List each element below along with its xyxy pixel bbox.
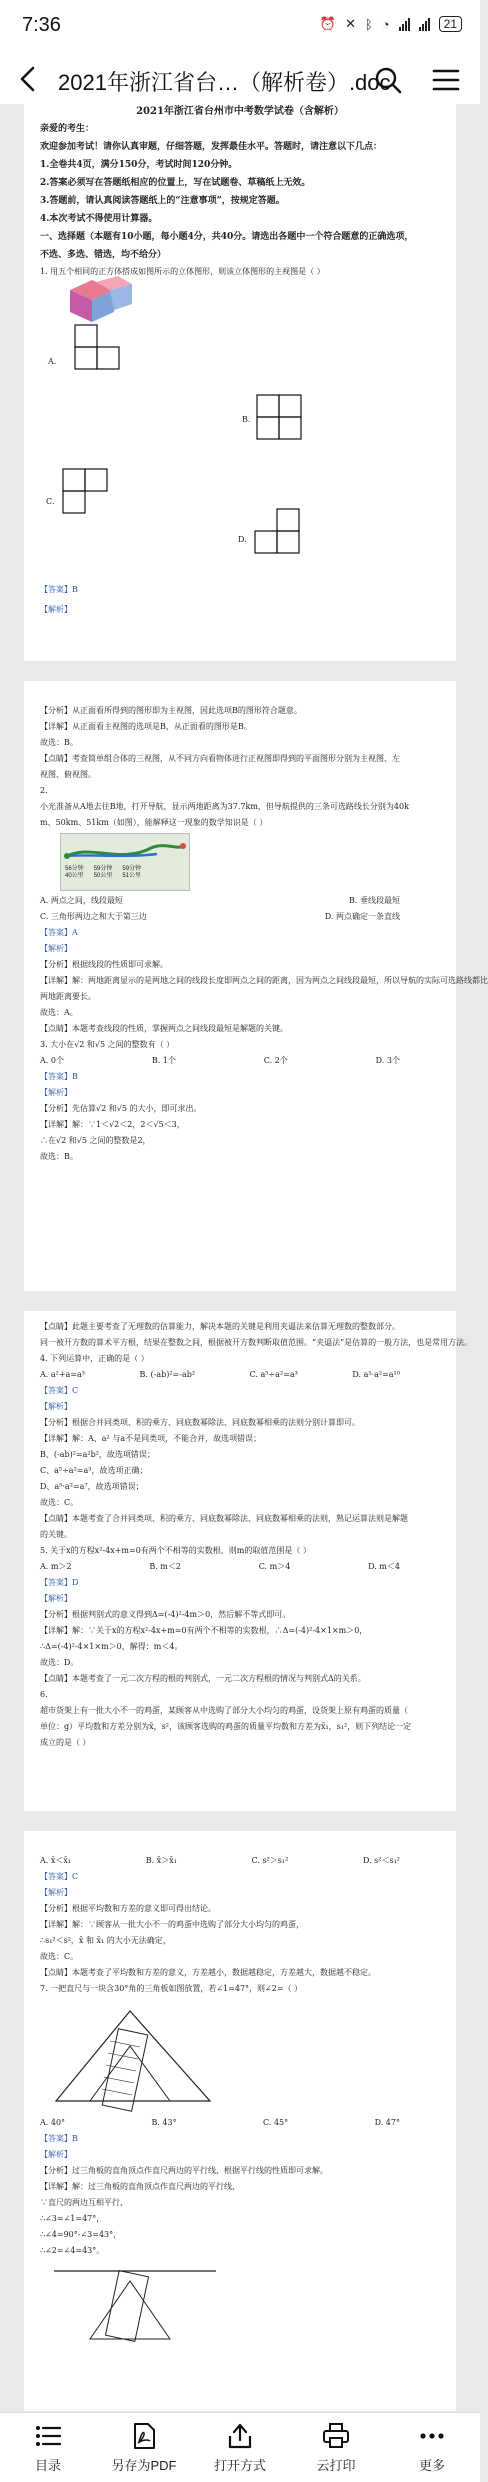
options-row: [40, 1369, 440, 1381]
mute-icon: ✕: [345, 16, 356, 31]
cloud-print-button[interactable]: [291, 2421, 381, 2474]
doc-line: ∴∠3=∠1=47°，: [40, 2214, 105, 2223]
option-b: B. (-ab)²=-ab²: [139, 1370, 196, 1379]
route-3-distance: 51公里: [122, 873, 142, 879]
document-page-2[interactable]: [24, 681, 488, 1291]
doc-line: D、a⁵·a²=a⁷，故选项错误；: [40, 1482, 144, 1491]
more-label: 更多: [418, 2458, 445, 2473]
question-6-cont: 单位：g）平均数和方差分别为x̄，s²，该顾客选购的鸡蛋的质量平均数和方差为x̄₁，s₁²，则下列结论一定: [40, 1722, 412, 1731]
question-2-cont: m、50km、51km（如图），能解释这一现象的数学知识是（ ）: [40, 818, 268, 827]
option-a-figure: [74, 324, 120, 370]
route-2-distance: 50公里: [93, 873, 113, 879]
doc-line: 【点睛】本题考查线段的性质，掌握两点之间线段最短是解题的关键。: [40, 1024, 288, 1033]
route-map-image: [60, 833, 190, 891]
doc-line: 故选：A。: [40, 1008, 78, 1017]
doc-line: 4.本次考试不得使用计算器。: [40, 214, 158, 224]
option-c-label: C.: [46, 497, 55, 506]
ruler-triangle-figure: [50, 2001, 220, 2111]
question-1: 1. 用五个相同的正方体搭成如图所示的立体图形，则该立体图形的主视图是（ ）: [40, 267, 325, 276]
options-row: [40, 1855, 440, 1867]
question-4: 4. 下列运算中，正确的是（ ）: [40, 1354, 149, 1363]
doc-line: 两地距离要长。: [40, 992, 96, 1001]
document-page-4[interactable]: [24, 1831, 456, 2411]
doc-line: 【分析】从正面看所得到的图形即为主视图，因此选项B的图形符合题意。: [40, 706, 302, 715]
signal-icon: [399, 17, 410, 31]
doc-line: 2.答案必须写在答题纸相应的位置上，写在试题卷、草稿纸上无效。: [40, 178, 311, 188]
bottom-toolbar: [0, 2412, 480, 2482]
share-icon: [225, 2421, 255, 2451]
option-a: A. a²+a=a³: [40, 1370, 85, 1379]
option-b-label: B.: [242, 415, 251, 424]
doc-line: 【详解】解：∵1＜√2＜2，2＜√5＜3，: [40, 1120, 185, 1129]
option-d: D. s²＜s₁²: [362, 1856, 400, 1865]
question-6-cont: 成立的是（ ）: [40, 1738, 91, 1747]
cube-figure: [66, 276, 136, 324]
status-icons: [320, 16, 462, 32]
option-d: D. a⁵·a²=a¹⁰: [352, 1370, 400, 1379]
option-a: A. 40°: [40, 2118, 66, 2127]
analysis-3: 【解析】: [40, 1088, 72, 1097]
exam-title: 2021年浙江省台州市中考数学试卷（含解析）: [136, 106, 344, 117]
pdf-icon: [129, 2421, 159, 2451]
doc-line: 【分析】先估算√2 和√5 的大小，即可求出。: [40, 1104, 202, 1113]
doc-line: 【分析】根据合并同类项、积的乘方、同底数幂除法、同底数幂相乘的法则分别计算即可。: [40, 1418, 360, 1427]
doc-line: 亲爱的考生：: [40, 124, 95, 134]
doc-line: ∴Δ=(-4)²-4×1×m＞0，解得：m＜4。: [40, 1642, 183, 1651]
option-d: D. 两点确定一条直线: [324, 912, 400, 921]
options-row: [40, 1055, 440, 1067]
option-d: D. 47°: [374, 2118, 400, 2127]
option-a-label: A.: [48, 357, 57, 366]
doc-line: 3.答题前，请认真阅读答题纸上的“注意事项”，按规定答题。: [40, 196, 285, 206]
more-dots-icon: [417, 2421, 447, 2451]
doc-line: 故选：D。: [40, 1658, 79, 1667]
option-c: C. 45°: [263, 2118, 289, 2127]
answer-1: 【答案】B: [40, 585, 78, 594]
answer-4: 【答案】C: [40, 1386, 79, 1395]
analysis-4: 【解析】: [40, 1402, 72, 1411]
option-a: A. x̄＜x̄₁: [40, 1856, 72, 1865]
signal-icon-2: [419, 17, 430, 31]
option-d: D. 3个: [375, 1056, 400, 1065]
option-b: B. 43°: [151, 2118, 177, 2127]
answer-6: 【答案】C: [40, 1872, 79, 1881]
doc-line: 【详解】从正面看主视图的选项是B，从正面看的图形是B。: [40, 722, 252, 731]
printer-icon: [321, 2421, 351, 2451]
doc-line: ∴在√2 和√5 之间的整数是2，: [40, 1136, 151, 1145]
section-heading: 一、选择题（本题有10小题，每小题4分，共40分。请选出各题中一个符合题意的正确选项，: [40, 232, 414, 242]
question-2: 小光准备从A地去往B地，打开导航，显示两地距离为37.7km，但导航提供的三条可选路线长分别为40k: [40, 802, 409, 811]
doc-line: ∴∠4=90°-∠3=43°，: [40, 2230, 122, 2239]
doc-line: 故选：C。: [40, 1498, 79, 1507]
option-c: C. 三角形两边之和大于第三边: [40, 912, 147, 921]
option-a: A. 两点之间，线段最短: [40, 896, 123, 905]
doc-line: 1.全卷共4页，满分150分，考试时间120分钟。: [40, 160, 238, 170]
question-6: 超市货架上有一批大小不一的鸡蛋，某顾客从中选购了部分大小均匀的鸡蛋，设货架上原有鸡蛋的质量（: [40, 1706, 408, 1715]
section-heading: 不选、多选、错选，均不给分）: [40, 250, 167, 260]
doc-line: 【分析】根据平均数和方差的意义即可得出结论。: [40, 1904, 216, 1913]
option-b: B. x̄＞x̄₁: [145, 1856, 177, 1865]
question-2-number: 2.: [40, 786, 48, 795]
analysis-1: 【解析】: [40, 605, 72, 614]
doc-line: 【点睛】本题考查了一元二次方程的根的判别式，一元二次方程根的情况与判别式Δ的关系。: [40, 1674, 366, 1683]
option-a: A. 0个: [40, 1056, 64, 1065]
doc-line: 【详解】解：∵顾客从一批大小不一的鸡蛋中选购了部分大小均匀的鸡蛋，: [40, 1920, 304, 1929]
doc-line: 视图、俯视图。: [40, 770, 96, 779]
route-3-time: 59分钟: [122, 866, 142, 872]
option-d-label: D.: [238, 535, 247, 544]
route-1-distance: 40公里: [65, 873, 84, 879]
doc-line: 【点睛】本题考查了合并同类项、积的乘方、同底数幂除法、同底数幂相乘的法则，熟记运算法则是解题: [40, 1514, 408, 1523]
doc-line: 【分析】根据线段的性质即可求解。: [40, 960, 168, 969]
option-d-figure: [254, 508, 300, 554]
options-row: [40, 911, 440, 923]
doc-line: 【点睛】此题主要考查了无理数的估算能力，解决本题的关键是利用夹逼法来估算无理数的整数部分。: [40, 1322, 400, 1331]
option-c-figure: [62, 468, 108, 514]
menu-icon[interactable]: [432, 68, 460, 92]
analysis-5: 【解析】: [40, 1594, 72, 1603]
analysis-7: 【解析】: [40, 2150, 72, 2159]
wifi-icon: ◔: [381, 16, 390, 32]
open-with-label: 打开方式: [213, 2458, 266, 2473]
doc-line: B、(-ab)²=a²b²，故选项错误；: [40, 1450, 155, 1459]
top-bar: [0, 54, 480, 104]
option-c: C. 2个: [263, 1056, 288, 1065]
option-b: B. m＜2: [149, 1562, 181, 1571]
question-7: 7. 一把直尺与一块含30°角的三角板如图放置，若∠1=47°，则∠2=（ ）: [40, 1984, 303, 1993]
document-page-3[interactable]: [24, 1311, 473, 1811]
option-b: B. 垂线段最短: [349, 896, 400, 905]
doc-line: 【点睛】本题考查了平均数和方差的意义，方差越小，数据越稳定，方差越大，数据越不稳定。: [40, 1968, 376, 1977]
question-6-number: 6.: [40, 1690, 48, 1699]
doc-line: 【点睛】考查简单组合体的三视图，从不同方向看物体进行正视图即得到的平面图形分别为主视图、左: [40, 754, 400, 763]
document-page-1[interactable]: [24, 104, 456, 661]
solution-figure: [50, 2261, 220, 2341]
doc-line: ∴s₁²＜s²，x̄ 和 x̄₁ 的大小无法确定，: [40, 1936, 171, 1945]
doc-line: 欢迎参加考试！请你认真审题，仔细答题，发挥最佳水平。答题时，请注意以下几点：: [40, 142, 383, 152]
doc-line: 【详解】解：∵关于x的方程x²-4x+m=0有两个不相等的实数根，∴Δ=(-4)²-4×1×m＞0，: [40, 1626, 368, 1635]
doc-line: ∵直尺的两边互相平行，: [40, 2198, 128, 2207]
status-time: 7:36: [22, 14, 61, 36]
save-pdf-button[interactable]: [99, 2421, 189, 2474]
doc-line: 【分析】根据判别式的意义得到Δ=(-4)²-4m＞0，然后解不等式即可。: [40, 1610, 291, 1619]
option-d: D. m＜4: [368, 1562, 400, 1571]
toc-label: 目录: [34, 2458, 61, 2473]
question-3: 3. 大小在√2 和√5 之间的整数有（ ）: [40, 1040, 175, 1049]
option-c: C. s²＞s₁²: [251, 1856, 289, 1865]
doc-line: 故选：B。: [40, 1152, 78, 1161]
doc-line: 的关键。: [40, 1530, 72, 1539]
more-button[interactable]: [387, 2421, 477, 2474]
doc-line: 故选：C。: [40, 1952, 79, 1961]
option-b-figure: [256, 394, 302, 440]
doc-line: ∴∠2=∠4=43°。: [40, 2246, 105, 2255]
question-5: 5. 关于x的方程x²-4x+m=0有两个不相等的实数根，则m的取值范围是（ ）: [40, 1546, 311, 1555]
options-row: [40, 1561, 440, 1573]
list-icon: [33, 2421, 63, 2451]
document-title: 2021年浙江省台…（解析卷）.doc: [58, 70, 391, 95]
analysis-6: 【解析】: [40, 1888, 72, 1897]
options-row: [40, 2117, 440, 2129]
options-row: [40, 895, 440, 907]
doc-line: 同一被开方数的算术平方根，结果在整数之间，根据被开方数判断取值范围。“夹逼法”是估算的一般方法，也是常用方法。: [40, 1338, 473, 1347]
route-2-time: 59分钟: [93, 866, 113, 872]
option-c: C. a⁵÷a²=a³: [249, 1370, 298, 1379]
back-arrow-icon[interactable]: [14, 64, 44, 94]
doc-line: 【分析】过三角板的直角顶点作直尺两边的平行线，根据平行线的性质即可求解。: [40, 2166, 328, 2175]
battery-icon: 21: [439, 16, 462, 32]
option-c: C. m＞4: [258, 1562, 291, 1571]
analysis-2: 【解析】: [40, 944, 72, 953]
route-1-time: 56分钟: [65, 866, 84, 872]
bluetooth-icon: ᛒ: [364, 16, 373, 32]
option-a: A. m＞2: [40, 1562, 72, 1571]
cloud-print-label: 云打印: [316, 2458, 356, 2473]
open-with-button[interactable]: [195, 2421, 285, 2474]
alarm-icon: ⏰: [319, 16, 337, 31]
option-b: B. 1个: [151, 1056, 176, 1065]
doc-line: C、a⁵÷a²=a³，故选项正确；: [40, 1466, 148, 1475]
doc-line: 【详解】解：A、a² 与a不是同类项，不能合并，故选项错误；: [40, 1434, 262, 1443]
answer-7: 【答案】B: [40, 2134, 78, 2143]
status-bar: [0, 0, 480, 54]
answer-5: 【答案】D: [40, 1578, 79, 1587]
save-pdf-label: 另存为PDF: [111, 2458, 177, 2473]
search-icon[interactable]: [374, 66, 402, 94]
toc-button[interactable]: [3, 2421, 93, 2474]
doc-line: 【详解】解：两地距离显示的是两地之间的线段长度即两点之间的距离，因为两点之间线段最短，所以导航的实际可选路线都比: [40, 976, 488, 985]
doc-line: 【详解】解：过三角板的直角顶点作直尺两边的平行线，: [40, 2182, 240, 2191]
answer-3: 【答案】B: [40, 1072, 78, 1081]
answer-2: 【答案】A: [40, 928, 78, 937]
doc-line: 故选：B。: [40, 738, 78, 747]
